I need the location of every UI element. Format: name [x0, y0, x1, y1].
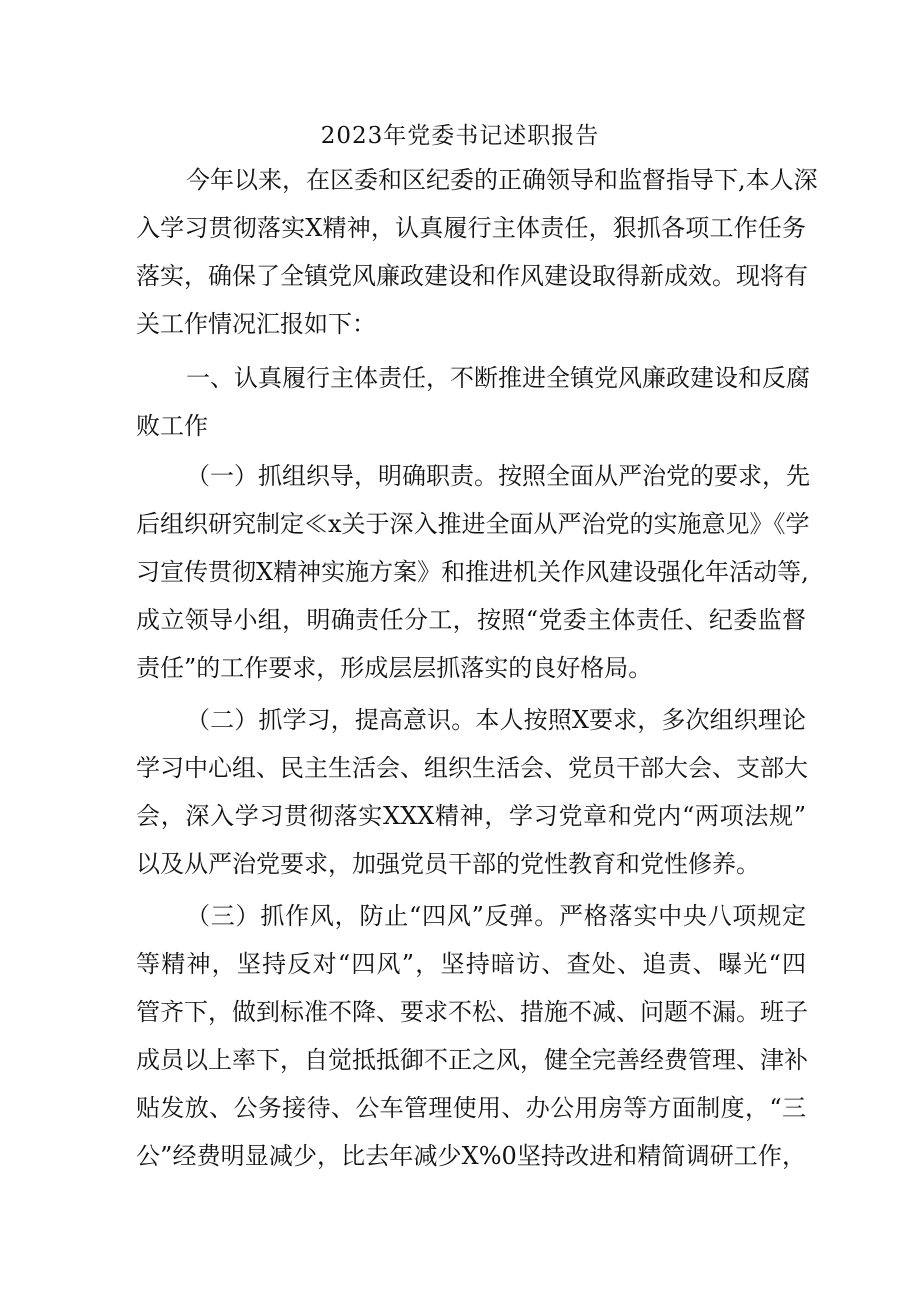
para3-line-5: 贴发放、公务接待、公车管理使用、办公用房等方面制度，“三 — [136, 1094, 806, 1122]
para1-line-2: 后组织研究制定≪x关于深入推进全面从严治党的实施意见》《学 — [136, 510, 810, 538]
section-heading-line-2: 败工作 — [136, 412, 208, 440]
para2-line-2: 学习中心组、民主生活会、组织生活会、党员干部大会、支部大 — [136, 754, 808, 782]
para1-line-5: 责任”的工作要求，形成层层抓落实的良好格局。 — [136, 654, 653, 682]
para1-line-4: 成立领导小组，明确责任分工，按照“党委主体责任、纪委监督 — [136, 606, 806, 634]
para3-line-6: 公”经费明显减少，比去年减少X%0坚持改进和精简调研工作， — [136, 1142, 806, 1170]
intro-line-4: 关工作情况汇报如下： — [136, 310, 376, 338]
para3-line-1: （三）抓作风，防止“四风”反弹。严格落实中央八项规定 — [186, 902, 806, 930]
para2-line-3: 会，深入学习贯彻落实XXX精神，学习党章和党内“两项法规” — [136, 802, 806, 830]
section-heading-line-1: 一、认真履行主体责任，不断推进全镇党风廉政建设和反腐 — [186, 364, 810, 392]
para2-line-1: （二）抓学习，提高意识。本人按照X要求，多次组织理论 — [186, 706, 806, 734]
intro-line-3: 落实，确保了全镇党风廉政建设和作风建设取得新成效。现将有 — [136, 262, 808, 290]
para3-line-2: 等精神，坚持反对“四风”，坚持暗访、查处、追责、曝光“四 — [136, 950, 806, 978]
para3-line-3: 管齐下，做到标准不降、要求不松、措施不减、问题不漏。班子 — [136, 998, 808, 1026]
intro-line-1: 今年以来，在区委和区纪委的正确领导和监督指导下,本人深 — [186, 166, 818, 194]
para1-line-3: 习宣传贯彻X精神实施方案》和推进机关作风建设强化年活动等, — [136, 558, 809, 586]
intro-line-2: 入学习贯彻落实X精神，认真履行主体责任，狠抓各项工作任务 — [136, 214, 806, 242]
para2-line-4: 以及从严治党要求，加强党员干部的党性教育和党性修养。 — [136, 850, 760, 878]
para3-line-4: 成员以上率下，自觉抵抵御不正之风，健全完善经费管理、津补 — [136, 1046, 808, 1074]
para1-line-1: （一）抓组织导，明确职责。按照全面从严治党的要求，先 — [186, 462, 810, 490]
document-title: 2023年党委书记述职报告 — [320, 123, 600, 149]
